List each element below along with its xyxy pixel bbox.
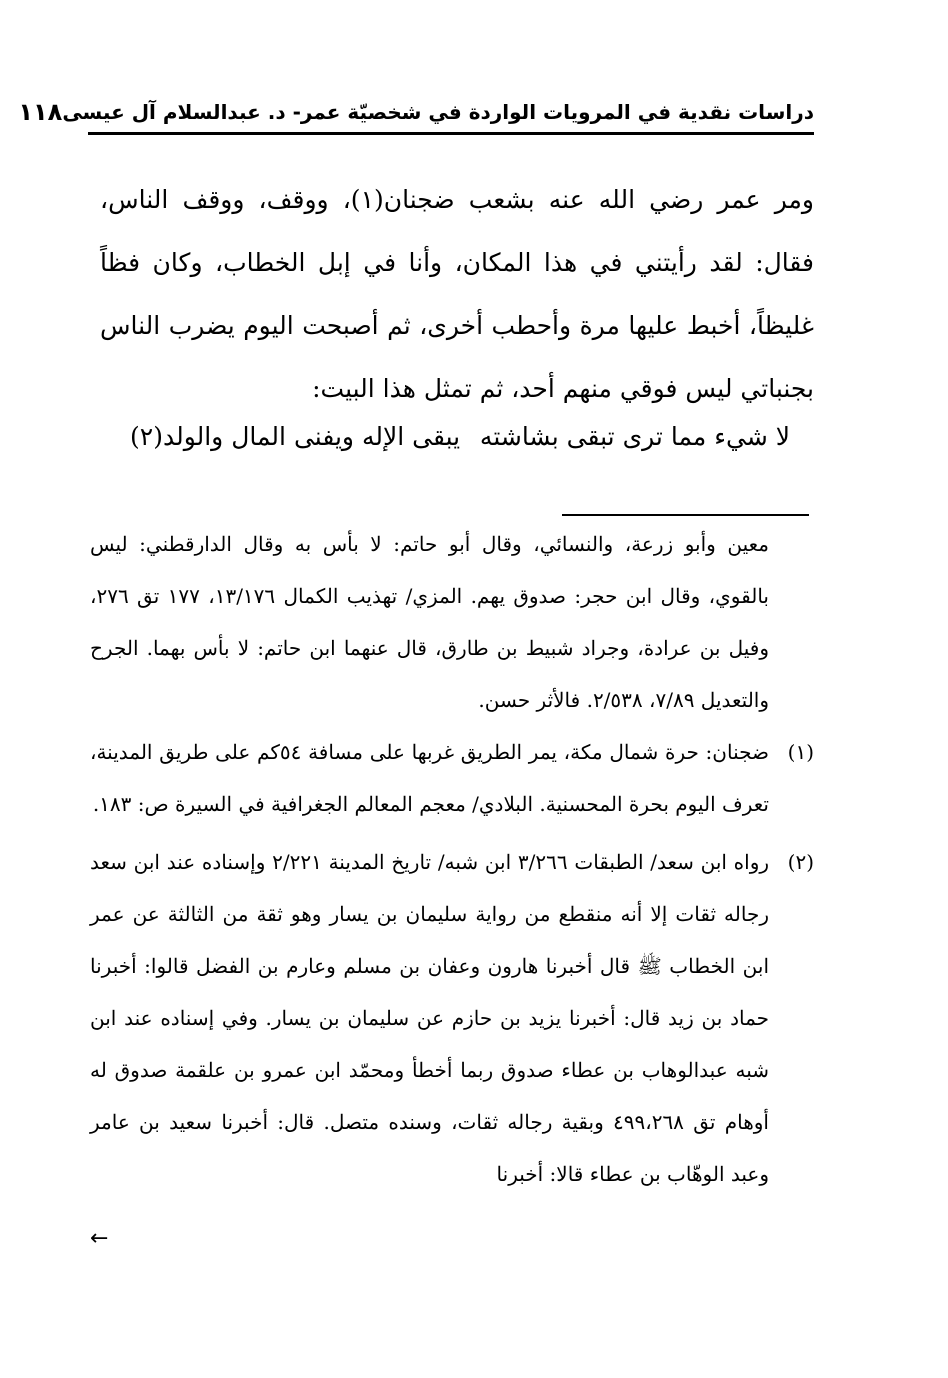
footnote-number: (١)	[787, 740, 814, 764]
poetry-verse	[120, 408, 790, 464]
header-title: دراسات نقدية في المرويات الواردة في شخصيّة عمر- د. عبدالسلام آل عيسى	[62, 100, 814, 124]
page-number: ١١٨	[18, 98, 63, 126]
footnotes-section	[90, 518, 814, 1200]
footnote-continuation: معين وأبو زرعة، والنسائي، وقال أبو حاتم: لا بأس به وقال الدارقطني: ليس بالقوي، وقال ابن حجر: صدوق يهم. المزي/ تهذيب الكمال ١٣/١٧٦، ١٧٧ تق ٢٧٦، وفيل بن عرادة، وجراد شبيط بن طارق، قال عنهما ابن حاتم: لا بأس بهما. الجرح والتعديل ٧/٨٩، ٢/٥٣٨. فالأثر حسن.	[90, 532, 769, 712]
footnote-1	[90, 726, 814, 830]
verse-first-hemistich: لا شيء مما ترى تبقى بشاشته	[479, 421, 790, 451]
verse-second-hemistich: يبقى الإله ويفنى المال والولد(٢)	[130, 421, 461, 451]
footnote-text: ضجنان: حرة شمال مكة، يمر الطريق غربها على مسافة ٥٤كم على طريق المدينة، تعرف اليوم بحرة المحسنية. البلادي/ معجم المعالم الجغرافية في السيرة ص: ١٨٣.	[90, 740, 770, 816]
footnote-number: (٢)	[787, 850, 814, 874]
continue-arrow-icon: ←	[90, 1226, 109, 1251]
running-header	[18, 92, 814, 135]
footnote-separator	[562, 514, 809, 516]
footnote-2	[90, 836, 814, 1200]
footnote-text: رواه ابن سعد/ الطبقات ٣/٢٦٦ ابن شبه/ تاريخ المدينة ٢/٢٢١ وإسناده عند ابن سعد رجاله ثقات إلا أنه منقطع من رواية سليمان بن يسار وهو ثقة من الثالثة عن عمر ابن الخطاب ﷺ قال أخبرنا هارون وعفان بن مسلم وعارم بن الفضل قالوا: أخبرنا حماد بن زيد قال: أخبرنا يزيد بن حازم عن سليمان بن يسار. وفي إسناده عند ابن شبه عبدالوهاب بن عطاء صدوق ربما أخطأ ومحمّد ابن عمرو بن علقمة صدوق له أوهام تق ٤٩٩،٢٦٨ وبقية رجاله ثقات، وسنده متصل. قال: أخبرنا سعيد بن عامر وعبد الوهّاب بن عطاء قالا: أخبرنا	[90, 850, 770, 1186]
main-paragraph: ومر عمر رضي الله عنه بشعب ضجنان(١)، ووقف، ووقف الناس، فقال: لقد رأيتني في هذا المكان، وأنا في إبل الخطاب، وكان فظاً غليظاً، أخبط عليها مرة وأحطب أخرى، ثم أصبحت اليوم يضرب الناس بجنباتي ليس فوقي منهم أحد، ثم تمثل هذا البيت:	[100, 185, 814, 403]
